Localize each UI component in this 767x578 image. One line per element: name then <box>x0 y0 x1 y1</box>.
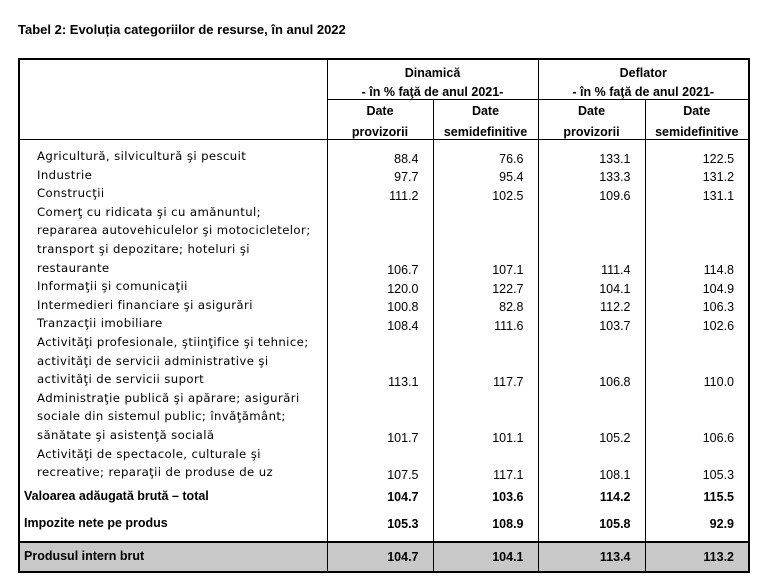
row-value: 131.2 <box>645 166 748 185</box>
row-value: 101.7 <box>327 389 433 445</box>
row-value: 102.6 <box>645 314 748 333</box>
row-label-line: Activităţi profesionale, ştiinţifice şi tehnice; <box>37 334 309 349</box>
row-label <box>20 314 327 333</box>
total-value: 115.5 <box>645 482 748 512</box>
row-value: 82.8 <box>433 296 538 315</box>
row-value: 102.5 <box>433 184 538 203</box>
total-value: 104.7 <box>327 482 433 512</box>
header-semi-1b: Date <box>645 99 748 118</box>
row-value: 110.0 <box>645 333 748 389</box>
header-dinamica-sub: - în % faţă de anul 2021- <box>327 80 538 99</box>
row-value: 108.1 <box>538 445 645 482</box>
header-dinamica: Dinamică <box>327 60 538 80</box>
row-label <box>20 296 327 315</box>
row-value: 133.3 <box>538 166 645 185</box>
header-semi-2b: semidefinitive <box>645 118 748 139</box>
table-row <box>20 277 748 296</box>
total-value: 114.2 <box>538 482 645 512</box>
row-value: 113.1 <box>327 333 433 389</box>
table-row <box>20 314 748 333</box>
row-value: 95.4 <box>433 166 538 185</box>
row-label-line: Agricultură, silvicultură şi pescuit <box>37 149 247 163</box>
row-label-line: recreative; reparaţii de produse de uz <box>37 465 274 480</box>
total-value: 103.6 <box>433 482 538 512</box>
row-value: 112.2 <box>538 296 645 315</box>
total-row-gva <box>20 482 748 512</box>
footnote-fragment <box>32 566 35 578</box>
row-value: 104.9 <box>645 277 748 296</box>
header-prov-1: Date <box>327 99 433 118</box>
row-label <box>20 445 327 482</box>
total-label: Impozite nete pe produs <box>24 516 168 531</box>
row-label <box>20 277 327 296</box>
row-value: 103.7 <box>538 314 645 333</box>
row-label-line: restaurante <box>37 260 110 275</box>
row-value: 111.2 <box>327 184 433 203</box>
total-row-taxes <box>20 512 748 536</box>
row-label <box>20 203 327 277</box>
row-value: 76.6 <box>433 147 538 166</box>
table-row <box>20 184 748 203</box>
row-value: 100.8 <box>327 296 433 315</box>
row-value: 106.7 <box>327 203 433 277</box>
row-value: 105.2 <box>538 389 645 445</box>
row-label-line: activităţi de servicii administrative şi <box>37 353 269 368</box>
table-row <box>20 333 748 389</box>
table-row <box>20 389 748 445</box>
gdp-value: 104.7 <box>327 542 433 571</box>
header-deflator-sub: - în % faţă de anul 2021- <box>538 80 748 99</box>
row-value: 101.1 <box>433 389 538 445</box>
row-value: 106.6 <box>645 389 748 445</box>
header-blank <box>20 60 327 80</box>
total-label: Valoarea adăugată brută – total <box>24 489 209 504</box>
total-value: 92.9 <box>645 512 748 536</box>
header-deflator: Deflator <box>538 60 748 80</box>
row-value: 104.1 <box>538 277 645 296</box>
row-value: 108.4 <box>327 314 433 333</box>
table-row <box>20 147 748 166</box>
row-value: 111.4 <box>538 203 645 277</box>
row-value: 131.1 <box>645 184 748 203</box>
row-value: 97.7 <box>327 166 433 185</box>
table-row <box>20 296 748 315</box>
row-value: 107.1 <box>433 203 538 277</box>
header-prov-1b: Date <box>538 99 645 118</box>
row-label <box>20 389 327 445</box>
header-prov-2: provizorii <box>327 118 433 139</box>
row-label-line: Construcţii <box>37 186 105 201</box>
table-row <box>20 166 748 185</box>
table-title: Tabel 2: Evoluția categoriilor de resurse, în anul 2022 <box>18 22 346 37</box>
gdp-value: 113.2 <box>645 542 748 571</box>
gdp-value: 113.4 <box>538 542 645 571</box>
row-label-line: activităţi de servicii suport <box>37 372 205 387</box>
total-value: 105.8 <box>538 512 645 536</box>
row-value: 117.1 <box>433 445 538 482</box>
row-value: 109.6 <box>538 184 645 203</box>
row-value: 120.0 <box>327 277 433 296</box>
row-label-line: transport şi depozitare; hoteluri şi <box>37 241 250 256</box>
row-label-line: Activităţi de spectacole, culturale şi <box>37 446 261 461</box>
row-value: 117.7 <box>433 333 538 389</box>
header-semi-2: semidefinitive <box>433 118 538 139</box>
row-value: 111.6 <box>433 314 538 333</box>
row-label <box>20 166 327 185</box>
row-label-line: Informaţii şi comunicaţii <box>37 279 188 294</box>
row-value: 122.5 <box>645 147 748 166</box>
row-label-line: Tranzacţii imobiliare <box>37 316 163 331</box>
row-label-line: Administraţie publică şi apărare; asigurări <box>37 390 300 405</box>
row-label <box>20 184 327 203</box>
row-value: 122.7 <box>433 277 538 296</box>
row-label <box>20 147 327 166</box>
resources-table <box>18 58 750 573</box>
row-value: 133.1 <box>538 147 645 166</box>
row-value: 106.3 <box>645 296 748 315</box>
total-value: 108.9 <box>433 512 538 536</box>
row-value: 105.3 <box>645 445 748 482</box>
gdp-label: Produsul intern brut <box>20 542 327 571</box>
table-row <box>20 445 748 482</box>
row-label-line: Industrie <box>37 167 93 182</box>
total-value: 105.3 <box>327 512 433 536</box>
row-label-line: Comerţ cu ridicata şi cu amănuntul; <box>37 204 262 219</box>
table-row <box>20 203 748 277</box>
row-label-line: sociale din sistemul public; învăţământ; <box>37 409 286 424</box>
gdp-value: 104.1 <box>433 542 538 571</box>
row-label <box>20 333 327 389</box>
row-value: 114.8 <box>645 203 748 277</box>
gdp-row <box>20 542 748 571</box>
header-semi-1: Date <box>433 99 538 118</box>
header-prov-2b: provizorii <box>538 118 645 139</box>
row-value: 107.5 <box>327 445 433 482</box>
row-label-line: sănătate şi asistenţă socială <box>37 427 215 442</box>
row-label-line: Intermedieri financiare şi asigurări <box>37 297 253 312</box>
row-value: 106.8 <box>538 333 645 389</box>
row-value: 88.4 <box>327 147 433 166</box>
row-label-line: repararea autovehiculelor şi motocicletelor; <box>37 223 311 238</box>
